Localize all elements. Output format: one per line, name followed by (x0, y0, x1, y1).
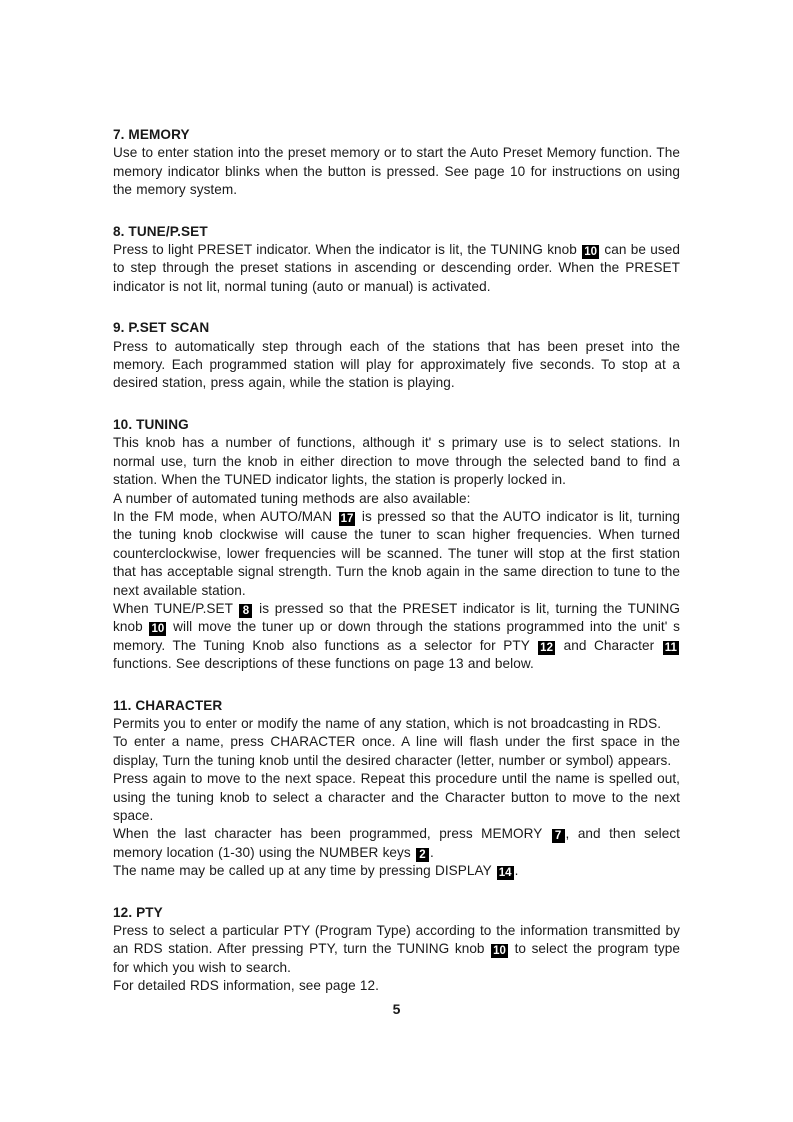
paragraph: Permits you to enter or modify the name of any station, which is not broadcasting in RDS. (113, 715, 662, 731)
section-heading: 12. PTY (113, 904, 163, 920)
paragraph: When TUNE/P.SET 8 is pressed so that the PRESET indicator is lit, turning the TUNING knob 10 will move the tuner up or down through the stations programmed into the unit' s memory. The Tuning Knob also functions as a selector for PTY 12 and Character 11 functions. See descriptions of these functions on page 13 and below. (113, 600, 680, 672)
section-heading: 10. TUNING (113, 416, 189, 432)
control-ref-badge-2: 2 (416, 848, 429, 862)
control-ref-badge-17: 17 (340, 512, 354, 525)
section (113, 319, 680, 393)
paragraph: Press again to move to the next space. Repeat this procedure until the name is spelled out, using the tuning knob to select a character and the Character button to move to the next space. (113, 771, 680, 823)
control-ref-badge-10: 10 (584, 246, 598, 259)
paragraph: The name may be called up at any time by pressing DISPLAY 14 . (113, 863, 519, 880)
paragraph: When the last character has been programmed, press MEMORY 7 , and then select memory location (1-30) using the NUMBER keys 2 . (113, 826, 680, 861)
manual-content (113, 126, 680, 996)
section (113, 904, 680, 996)
paragraph: Press to select a particular PTY (Program Type) according to the information transmitted by an RDS station. After pressing PTY, turn the TUNING knob 10 to select the program type for which you wish to search. (113, 923, 680, 975)
section (113, 697, 680, 881)
control-ref-badge-11: 11 (664, 641, 677, 654)
page-number: 5 (392, 1001, 401, 1017)
control-ref-badge-12: 12 (540, 641, 554, 654)
control-ref-badge-10: 10 (493, 945, 507, 958)
section (113, 416, 680, 674)
control-ref-badge-7: 7 (552, 829, 565, 843)
control-ref-badge-14: 14 (498, 867, 512, 880)
control-ref-badge-10: 10 (151, 623, 165, 636)
section-heading: 11. CHARACTER (113, 697, 223, 713)
paragraph: A number of automated tuning methods are also available: (113, 490, 471, 506)
paragraph: To enter a name, press CHARACTER once. A line will flash under the first space in the display, Turn the tuning knob until the desired character (letter, number or symbol) appears. (113, 734, 680, 768)
control-ref-badge-8: 8 (239, 604, 252, 618)
paragraph: Press to light PRESET indicator. When the indicator is lit, the TUNING knob 10 can be used to step through the preset stations in ascending or descending order. When the PRESET indicator is not lit, normal tuning (auto or manual) is activated. (113, 242, 680, 294)
paragraph: This knob has a number of functions, although it' s primary use is to select stations. In normal use, turn the knob in either direction to move through the selected band to find a station. When the TUNED indicator lights, the station is properly locked in. (113, 435, 680, 488)
section (113, 126, 680, 200)
paragraph: Use to enter station into the preset memory or to start the Auto Preset Memory function. The memory indicator blinks when the button is pressed. See page 10 for instructions on using the memory system. (113, 145, 680, 198)
section-heading: 7. MEMORY (113, 127, 190, 142)
section-heading: 8. TUNE/P.SET (113, 223, 208, 239)
paragraph: Press to automatically step through each of the stations that has been preset into the memory. Each programmed station will play for approximately five seconds. To stop at a desired station, press again, while the station is playing. (113, 338, 680, 391)
section-heading: 9. P.SET SCAN (113, 320, 210, 336)
paragraph: In the FM mode, when AUTO/MAN 17 is pressed so that the AUTO indicator is lit, turning the tuning knob clockwise will cause the tuner to scan higher frequencies. When turned counterclockwise, lower frequencies will be scanned. The tuner will stop at the first station that has acceptable signal strength. Turn the knob again in the same direction to tune to the next available station. (113, 508, 680, 598)
paragraph: For detailed RDS information, see page 12. (113, 978, 379, 994)
section (113, 223, 680, 297)
